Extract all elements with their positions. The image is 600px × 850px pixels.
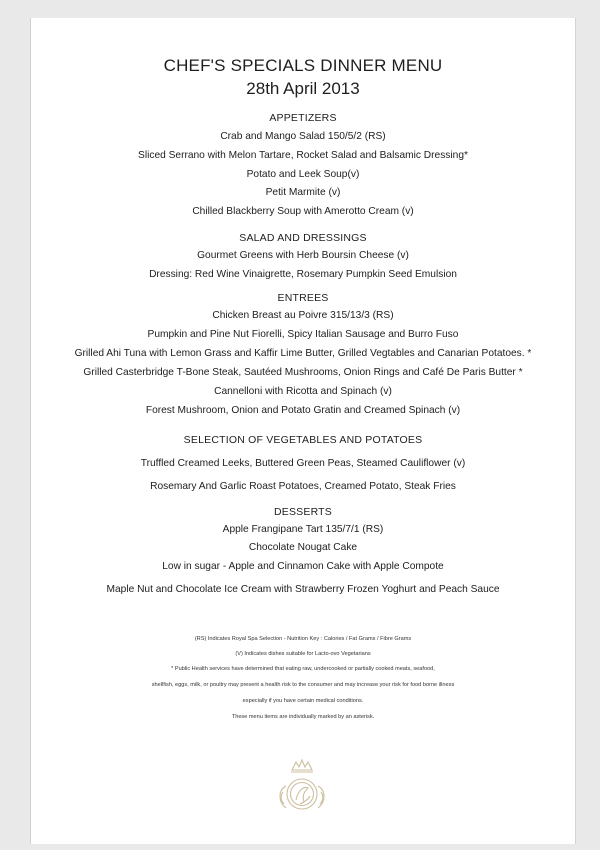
menu-item: Gourmet Greens with Herb Boursin Cheese (v) [197,250,409,261]
menu-item: Sliced Serrano with Melon Tartare, Rocket Salad and Balsamic Dressing* [138,150,468,161]
footnote-health-3: especially if you have certain medical conditions. [242,698,364,704]
menu-item: Grilled Ahi Tuna with Lemon Grass and Kaffir Lime Butter, Grilled Vegtables and Canarian Potatoes. * [74,348,532,359]
menu-page [30,18,576,844]
menu-item: Petit Marmite (v) [265,187,341,198]
section-heading-salad: SALAD AND DRESSINGS [239,232,367,244]
menu-item: Forest Mushroom, Onion and Potato Gratin and Creamed Spinach (v) [145,405,461,416]
footnote-asterisk: These menu items are individually marked by an asterisk. [231,714,375,720]
menu-item: Chicken Breast au Poivre 315/13/3 (RS) [212,310,394,321]
menu-item: Dressing: Red Wine Vinaigrette, Rosemary Pumpkin Seed Emulsion [149,269,457,280]
menu-item: Pumpkin and Pine Nut Fiorelli, Spicy Italian Sausage and Burro Fuso [147,329,459,340]
menu-item: Apple Frangipane Tart 135/7/1 (RS) [222,524,384,535]
section-heading-appetizers: APPETIZERS [269,112,337,124]
menu-item: Cannelloni with Ricotta and Spinach (v) [214,386,392,397]
footnote-rs: (RS) Indicates Royal Spa Selection - Nutrition Key : Calories / Fat Grams / Fibre Grams [194,636,412,642]
menu-item: Maple Nut and Chocolate Ice Cream with Strawberry Frozen Yoghurt and Peach Sauce [106,584,500,595]
menu-title: CHEF'S SPECIALS DINNER MENU [163,56,443,75]
menu-date: 28th April 2013 [246,79,360,98]
menu-item: Chocolate Nougat Cake [248,542,358,553]
menu-item: Low in sugar - Apple and Cinnamon Cake with Apple Compote [162,561,444,572]
menu-item: Crab and Mango Salad 150/5/2 (RS) [220,131,386,142]
footnote-health-2: shellfish, eggs, milk, or poultry may present a health risk to the consumer and may increase your risk for food borne illness [151,682,455,688]
menu-item: Rosemary And Garlic Roast Potatoes, Creamed Potato, Steak Fries [150,481,456,492]
section-heading-desserts: DESSERTS [273,506,332,518]
section-heading-entrees: ENTREES [277,292,329,304]
footnote-health-1: * Public Health services have determined that eating raw, undercooked or partially cooked meats, seafood, [171,666,435,672]
footnote-v: (V) Indicates dishes suitable for Lacto-ovo Vegetarians [235,651,371,657]
menu-item: Grilled Casterbridge T-Bone Steak, Sautéed Mushrooms, Onion Rings and Café De Paris Butter * [83,367,523,378]
menu-item: Truffled Creamed Leeks, Buttered Green Peas, Steamed Cauliflower (v) [140,458,466,469]
crest-icon [274,756,330,820]
menu-item: Potato and Leek Soup(v) [246,169,360,180]
section-heading-vegetables: SELECTION OF VEGETABLES AND POTATOES [183,434,423,446]
menu-item: Chilled Blackberry Soup with Amerotto Cream (v) [192,206,414,217]
